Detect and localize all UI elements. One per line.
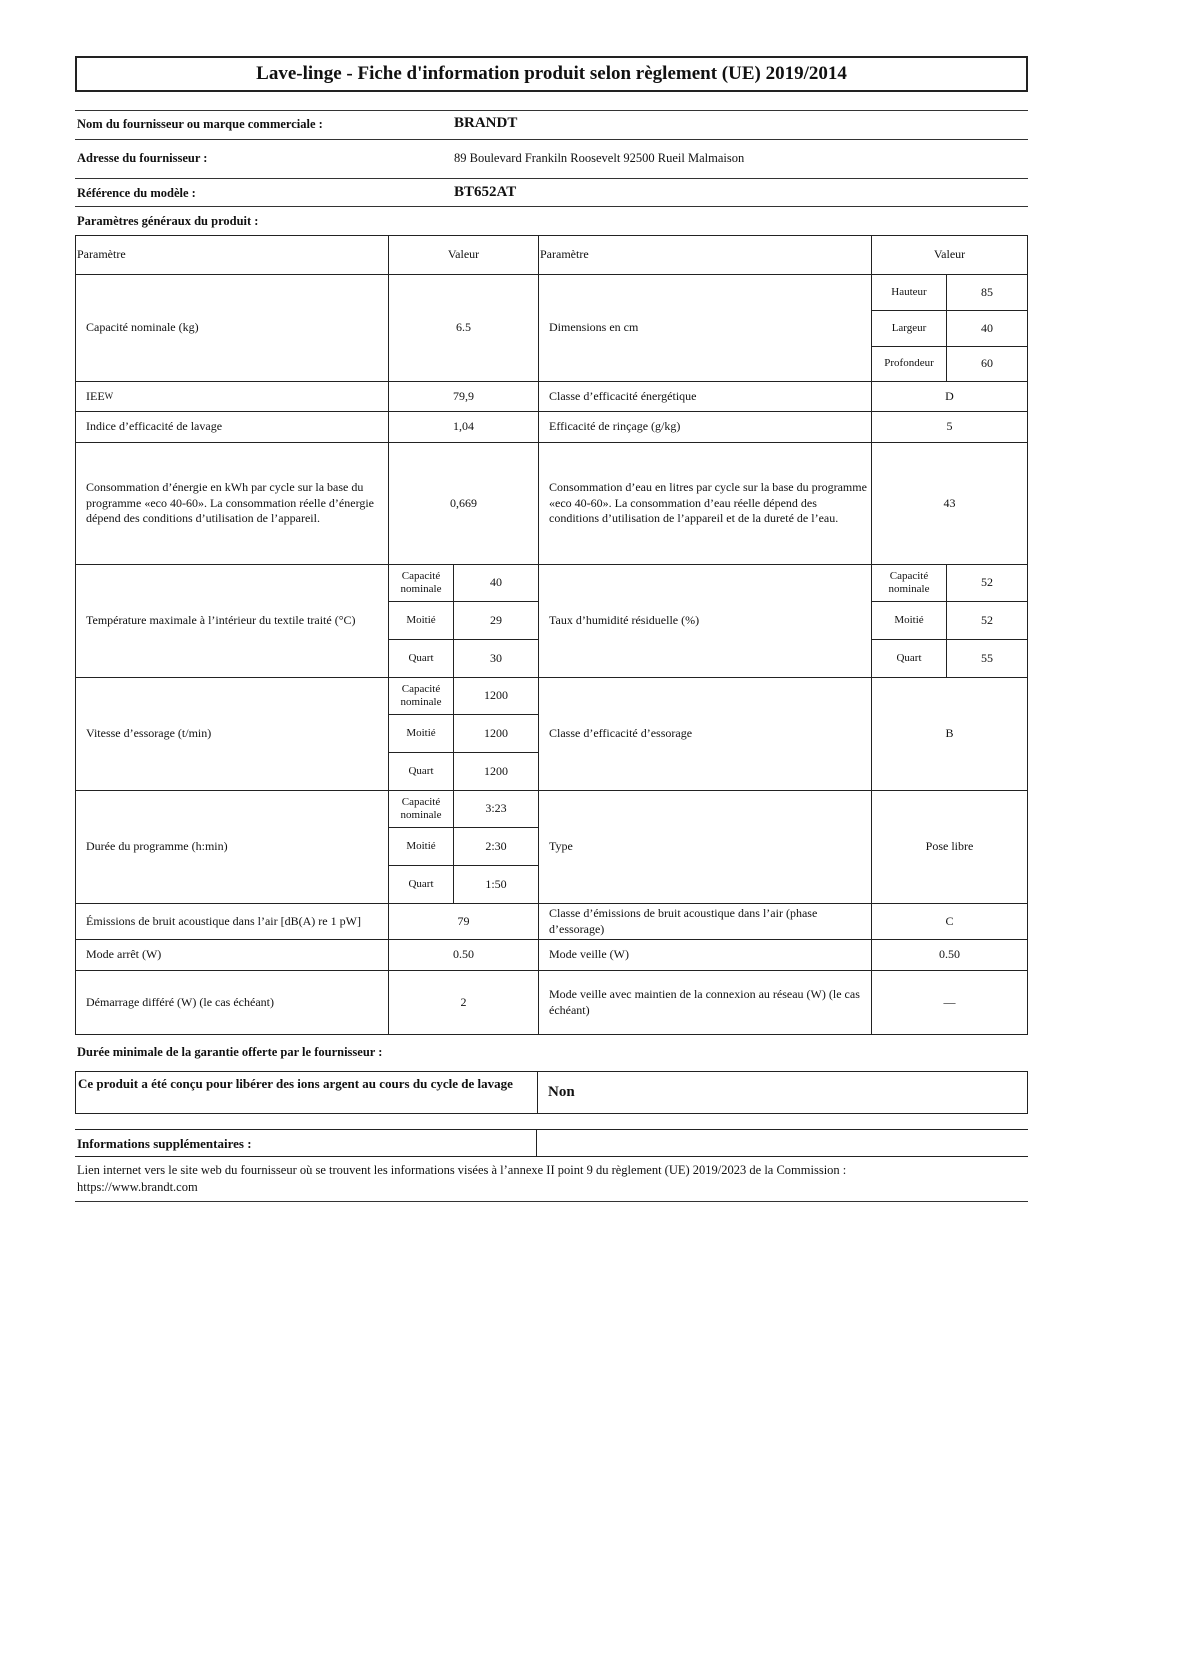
networked-standby-value: — xyxy=(871,970,1028,1035)
divider xyxy=(75,1201,1028,1202)
water-consumption-label: Consommation d’eau en litres par cycle sur la base du programme «eco 40-60». La consommation d’eau réelle dépend des conditions d’utilisation de l’appareil et de la dureté de l’eau. xyxy=(538,442,872,565)
capacity-value: 6.5 xyxy=(388,274,539,382)
duration-quarter-value: 1:50 xyxy=(453,865,539,904)
supplier-name-value: BRANDT xyxy=(454,115,518,131)
divider xyxy=(537,1072,538,1113)
wash-index-value: 1,04 xyxy=(388,411,539,443)
header-value-left: Valeur xyxy=(388,235,539,275)
duration-half-label: Moitié xyxy=(388,827,454,866)
noise-value: 79 xyxy=(388,903,539,940)
humidity-half-label: Moitié xyxy=(871,601,947,640)
max-temp-quarter-label: Quart xyxy=(388,639,454,678)
humidity-quarter-value: 55 xyxy=(946,639,1028,678)
standby-label: Mode veille (W) xyxy=(538,939,872,971)
divider xyxy=(75,139,1028,140)
delay-start-label: Démarrage différé (W) (le cas échéant) xyxy=(75,970,389,1035)
warranty-label: Durée minimale de la garantie offerte par le fournisseur : xyxy=(77,1045,383,1059)
ieew-label xyxy=(75,381,389,412)
spin-speed-half-value: 1200 xyxy=(453,714,539,753)
water-consumption-value: 43 xyxy=(871,442,1028,565)
document-title: Lave-linge - Fiche d'information produit selon règlement (UE) 2019/2014 xyxy=(75,56,1028,92)
humidity-full-label: Capacité nominale xyxy=(871,564,947,602)
rinse-value: 5 xyxy=(871,411,1028,443)
duration-label: Durée du programme (h:min) xyxy=(75,790,389,904)
max-temp-full-value: 40 xyxy=(453,564,539,602)
spin-speed-quarter-value: 1200 xyxy=(453,752,539,791)
humidity-full-value: 52 xyxy=(946,564,1028,602)
divider xyxy=(75,206,1028,207)
max-temp-quarter-value: 30 xyxy=(453,639,539,678)
supplier-address-label: Adresse du fournisseur : xyxy=(77,151,208,165)
max-temp-label: Température maximale à l’intérieur du textile traité (°C) xyxy=(75,564,389,678)
delay-start-value: 2 xyxy=(388,970,539,1035)
type-value: Pose libre xyxy=(871,790,1028,904)
dim-height-label: Hauteur xyxy=(871,274,947,311)
humidity-quarter-label: Quart xyxy=(871,639,947,678)
standby-value: 0.50 xyxy=(871,939,1028,971)
humidity-half-value: 52 xyxy=(946,601,1028,640)
supplier-address-value: 89 Boulevard Frankiln Roosevelt 92500 Rueil Malmaison xyxy=(454,151,745,165)
spin-speed-quarter-label: Quart xyxy=(388,752,454,791)
max-temp-half-label: Moitié xyxy=(388,601,454,640)
general-params-label: Paramètres généraux du produit : xyxy=(77,214,259,228)
duration-quarter-label: Quart xyxy=(388,865,454,904)
additional-info-label: Informations supplémentaires : xyxy=(77,1136,252,1151)
supplier-link-description: Lien internet vers le site web du fournisseur où se trouvent les informations visées à l’annexe II point 9 du règlement (UE) 2019/2023 de la Commission : xyxy=(77,1163,847,1177)
duration-full-label: Capacité nominale xyxy=(388,790,454,828)
off-mode-value: 0.50 xyxy=(388,939,539,971)
silver-ions-row xyxy=(75,1071,1028,1114)
max-temp-half-value: 29 xyxy=(453,601,539,640)
divider xyxy=(75,110,1028,111)
networked-standby-label: Mode veille avec maintien de la connexion au réseau (W) (le cas échéant) xyxy=(538,970,872,1035)
spin-speed-full-label: Capacité nominale xyxy=(388,677,454,715)
silver-ions-label: Ce produit a été conçu pour libérer des ions argent au cours du cycle de lavage xyxy=(78,1076,513,1091)
parameters-table xyxy=(75,235,1028,1035)
ieew-value: 79,9 xyxy=(388,381,539,412)
header-value-right: Valeur xyxy=(871,235,1028,275)
spin-class-value: B xyxy=(871,677,1028,791)
duration-full-value: 3:23 xyxy=(453,790,539,828)
noise-class-value: C xyxy=(871,903,1028,940)
model-reference-label: Référence du modèle : xyxy=(77,186,196,200)
supplier-link-url[interactable]: https://www.brandt.com xyxy=(77,1179,198,1194)
type-label: Type xyxy=(538,790,872,904)
dim-width-label: Largeur xyxy=(871,310,947,347)
ieew-text: IEE xyxy=(86,388,105,403)
silver-ions-value: Non xyxy=(548,1084,575,1100)
humidity-label: Taux d’humidité résiduelle (%) xyxy=(538,564,872,678)
header-param-left: Paramètre xyxy=(75,235,389,275)
spin-speed-full-value: 1200 xyxy=(453,677,539,715)
model-reference-value: BT652AT xyxy=(454,184,517,200)
wash-index-label: Indice d’efficacité de lavage xyxy=(75,411,389,443)
off-mode-label: Mode arrêt (W) xyxy=(75,939,389,971)
capacity-label: Capacité nominale (kg) xyxy=(75,274,389,382)
dim-depth-label: Profondeur xyxy=(871,346,947,382)
divider xyxy=(536,1130,537,1156)
dimensions-label: Dimensions en cm xyxy=(538,274,872,382)
dim-width-value: 40 xyxy=(946,310,1028,347)
duration-half-value: 2:30 xyxy=(453,827,539,866)
energy-class-value: D xyxy=(871,381,1028,412)
header-param-right: Paramètre xyxy=(538,235,872,275)
spin-speed-label: Vitesse d’essorage (t/min) xyxy=(75,677,389,791)
dim-depth-value: 60 xyxy=(946,346,1028,382)
spin-class-label: Classe d’efficacité d’essorage xyxy=(538,677,872,791)
supplier-link-block xyxy=(77,1162,1027,1196)
noise-label: Émissions de bruit acoustique dans l’air [dB(A) re 1 pW] xyxy=(75,903,389,940)
divider xyxy=(75,178,1028,179)
ieew-subscript: W xyxy=(104,390,114,401)
energy-class-label: Classe d’efficacité énergétique xyxy=(538,381,872,412)
dim-height-value: 85 xyxy=(946,274,1028,311)
max-temp-full-label: Capacité nominale xyxy=(388,564,454,602)
energy-consumption-value: 0,669 xyxy=(388,442,539,565)
additional-info-row xyxy=(75,1129,1028,1157)
supplier-name-label: Nom du fournisseur ou marque commerciale : xyxy=(77,117,323,131)
rinse-label: Efficacité de rinçage (g/kg) xyxy=(538,411,872,443)
energy-consumption-label: Consommation d’énergie en kWh par cycle sur la base du programme «eco 40-60». La consommation réelle d’énergie dépend des conditions d’utilisation de l’appareil. xyxy=(75,442,389,565)
noise-class-label: Classe d’émissions de bruit acoustique dans l’air (phase d’essorage) xyxy=(538,903,872,940)
spin-speed-half-label: Moitié xyxy=(388,714,454,753)
